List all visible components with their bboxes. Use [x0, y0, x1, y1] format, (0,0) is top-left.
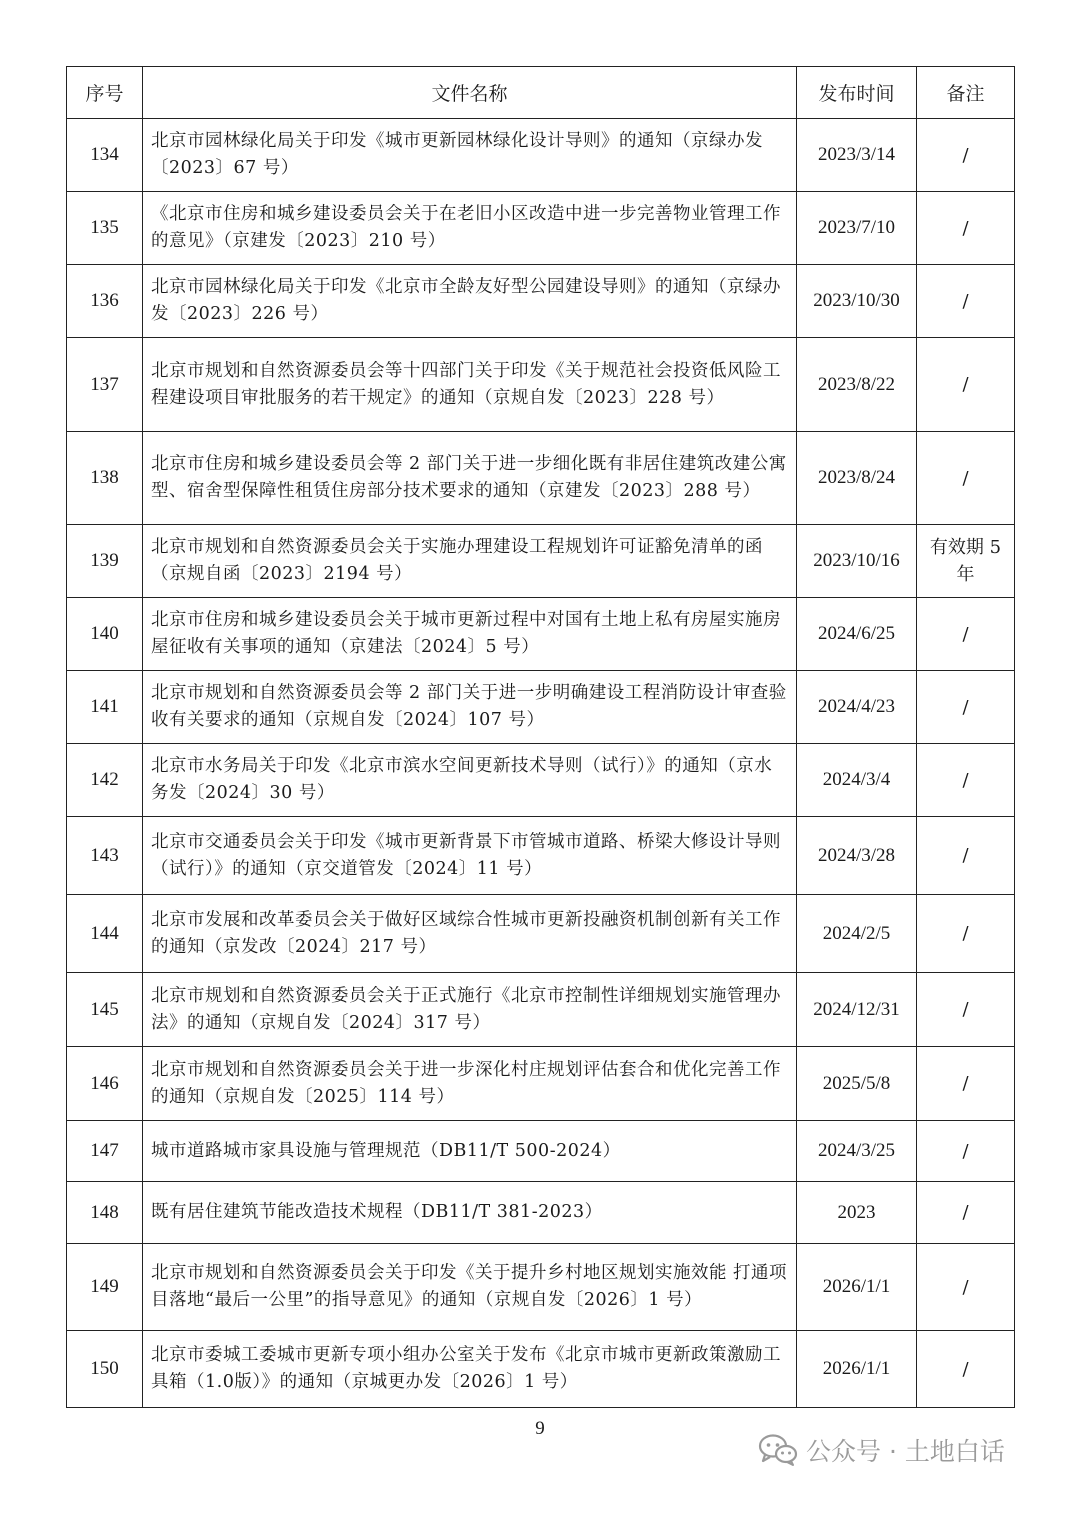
- row-note: /: [917, 1331, 1015, 1408]
- row-note: /: [917, 895, 1015, 973]
- row-date: 2023/8/24: [797, 432, 917, 525]
- row-date: 2023/3/14: [797, 119, 917, 192]
- row-name: 北京市园林绿化局关于印发《北京市全龄友好型公园建设导则》的通知（京绿办发〔2023〕226 号）: [143, 265, 797, 338]
- header-note: 备注: [917, 67, 1015, 119]
- row-name: 城市道路城市家具设施与管理规范（DB11/T 500-2024）: [143, 1121, 797, 1182]
- row-date: 2024/2/5: [797, 895, 917, 973]
- row-note: /: [917, 1182, 1015, 1244]
- row-date: 2026/1/1: [797, 1331, 917, 1408]
- watermark-text: 公众号 · 土地白话: [806, 1437, 1005, 1466]
- table-row: [67, 744, 1015, 817]
- row-note: /: [917, 1121, 1015, 1182]
- table-row: [67, 1244, 1015, 1331]
- row-date: 2025/5/8: [797, 1047, 917, 1121]
- row-no: 142: [67, 744, 143, 817]
- table-row: [67, 525, 1015, 598]
- row-date: 2024/3/25: [797, 1121, 917, 1182]
- row-note: /: [917, 265, 1015, 338]
- row-no: 143: [67, 817, 143, 895]
- table-row: [67, 119, 1015, 192]
- row-note: /: [917, 1047, 1015, 1121]
- table-row: [67, 192, 1015, 265]
- row-name: 北京市住房和城乡建设委员会等 2 部门关于进一步细化既有非居住建筑改建公寓型、宿舍型保障性租赁住房部分技术要求的通知（京建发〔2023〕288 号）: [143, 432, 797, 525]
- row-no: 148: [67, 1182, 143, 1244]
- row-no: 144: [67, 895, 143, 973]
- row-date: 2024/4/23: [797, 671, 917, 744]
- watermark: [758, 1432, 1005, 1468]
- row-date: 2024/12/31: [797, 973, 917, 1047]
- row-no: 135: [67, 192, 143, 265]
- row-date: 2023/7/10: [797, 192, 917, 265]
- page-number: 9: [535, 1418, 545, 1439]
- row-name: 北京市规划和自然资源委员会等十四部门关于印发《关于规范社会投资低风险工程建设项目审批服务的若干规定》的通知（京规自发〔2023〕228 号）: [143, 338, 797, 432]
- row-note: /: [917, 192, 1015, 265]
- row-no: 149: [67, 1244, 143, 1331]
- row-no: 141: [67, 671, 143, 744]
- row-name: 既有居住建筑节能改造技术规程（DB11/T 381-2023）: [143, 1182, 797, 1244]
- row-no: 138: [67, 432, 143, 525]
- row-no: 134: [67, 119, 143, 192]
- row-name: 北京市园林绿化局关于印发《城市更新园林绿化设计导则》的通知（京绿办发〔2023〕67 号）: [143, 119, 797, 192]
- table-row: [67, 973, 1015, 1047]
- row-date: 2023: [797, 1182, 917, 1244]
- table-row: [67, 1182, 1015, 1244]
- row-name: 北京市规划和自然资源委员会关于进一步深化村庄规划评估套合和优化完善工作的通知（京规自发〔2025〕114 号）: [143, 1047, 797, 1121]
- row-date: 2024/6/25: [797, 598, 917, 671]
- row-name: 北京市发展和改革委员会关于做好区域综合性城市更新投融资机制创新有关工作的通知（京发改〔2024〕217 号）: [143, 895, 797, 973]
- row-no: 139: [67, 525, 143, 598]
- header-date: 发布时间: [797, 67, 917, 119]
- table-row: [67, 1121, 1015, 1182]
- table-row: [67, 598, 1015, 671]
- row-no: 140: [67, 598, 143, 671]
- row-name: 北京市规划和自然资源委员会等 2 部门关于进一步明确建设工程消防设计审查验收有关要求的通知（京规自发〔2024〕107 号）: [143, 671, 797, 744]
- wechat-icon: [758, 1433, 798, 1467]
- document-table: [66, 66, 1015, 1408]
- row-note: /: [917, 119, 1015, 192]
- header-name: 文件名称: [143, 67, 797, 119]
- row-name: 北京市水务局关于印发《北京市滨水空间更新技术导则（试行）》的通知（京水务发〔2024〕30 号）: [143, 744, 797, 817]
- row-name: 北京市规划和自然资源委员会关于印发《关于提升乡村地区规划实施效能 打通项目落地“最后一公里”的指导意见》的通知（京规自发〔2026〕1 号）: [143, 1244, 797, 1331]
- row-name: 北京市规划和自然资源委员会关于正式施行《北京市控制性详细规划实施管理办法》的通知（京规自发〔2024〕317 号）: [143, 973, 797, 1047]
- table-row: [67, 895, 1015, 973]
- header-no: 序号: [67, 67, 143, 119]
- row-date: 2023/8/22: [797, 338, 917, 432]
- table-row: [67, 817, 1015, 895]
- row-note: /: [917, 338, 1015, 432]
- row-name: 北京市住房和城乡建设委员会关于城市更新过程中对国有土地上私有房屋实施房屋征收有关事项的通知（京建法〔2024〕5 号）: [143, 598, 797, 671]
- table-row: [67, 671, 1015, 744]
- row-note: /: [917, 817, 1015, 895]
- row-no: 150: [67, 1331, 143, 1408]
- row-date: 2023/10/16: [797, 525, 917, 598]
- row-name: 北京市规划和自然资源委员会关于实施办理建设工程规划许可证豁免清单的函（京规自函〔2023〕2194 号）: [143, 525, 797, 598]
- table-row: [67, 265, 1015, 338]
- row-date: 2024/3/28: [797, 817, 917, 895]
- row-note: 有效期 5 年: [917, 525, 1015, 598]
- row-no: 136: [67, 265, 143, 338]
- table-row: [67, 1047, 1015, 1121]
- row-note: /: [917, 973, 1015, 1047]
- row-date: 2024/3/4: [797, 744, 917, 817]
- row-note: /: [917, 1244, 1015, 1331]
- row-name: 北京市交通委员会关于印发《城市更新背景下市管城市道路、桥梁大修设计导则（试行）》的通知（京交道管发〔2024〕11 号）: [143, 817, 797, 895]
- row-no: 137: [67, 338, 143, 432]
- table-row: [67, 1331, 1015, 1408]
- row-no: 147: [67, 1121, 143, 1182]
- row-note: /: [917, 432, 1015, 525]
- row-no: 146: [67, 1047, 143, 1121]
- row-note: /: [917, 671, 1015, 744]
- row-no: 145: [67, 973, 143, 1047]
- row-date: 2026/1/1: [797, 1244, 917, 1331]
- row-name: 《北京市住房和城乡建设委员会关于在老旧小区改造中进一步完善物业管理工作的意见》（京建发〔2023〕210 号）: [143, 192, 797, 265]
- row-date: 2023/10/30: [797, 265, 917, 338]
- row-note: /: [917, 744, 1015, 817]
- table-header-row: [67, 67, 1015, 119]
- table-row: [67, 432, 1015, 525]
- table-row: [67, 338, 1015, 432]
- row-note: /: [917, 598, 1015, 671]
- row-name: 北京市委城工委城市更新专项小组办公室关于发布《北京市城市更新政策激励工具箱（1.0版）》的通知（京城更办发〔2026〕1 号）: [143, 1331, 797, 1408]
